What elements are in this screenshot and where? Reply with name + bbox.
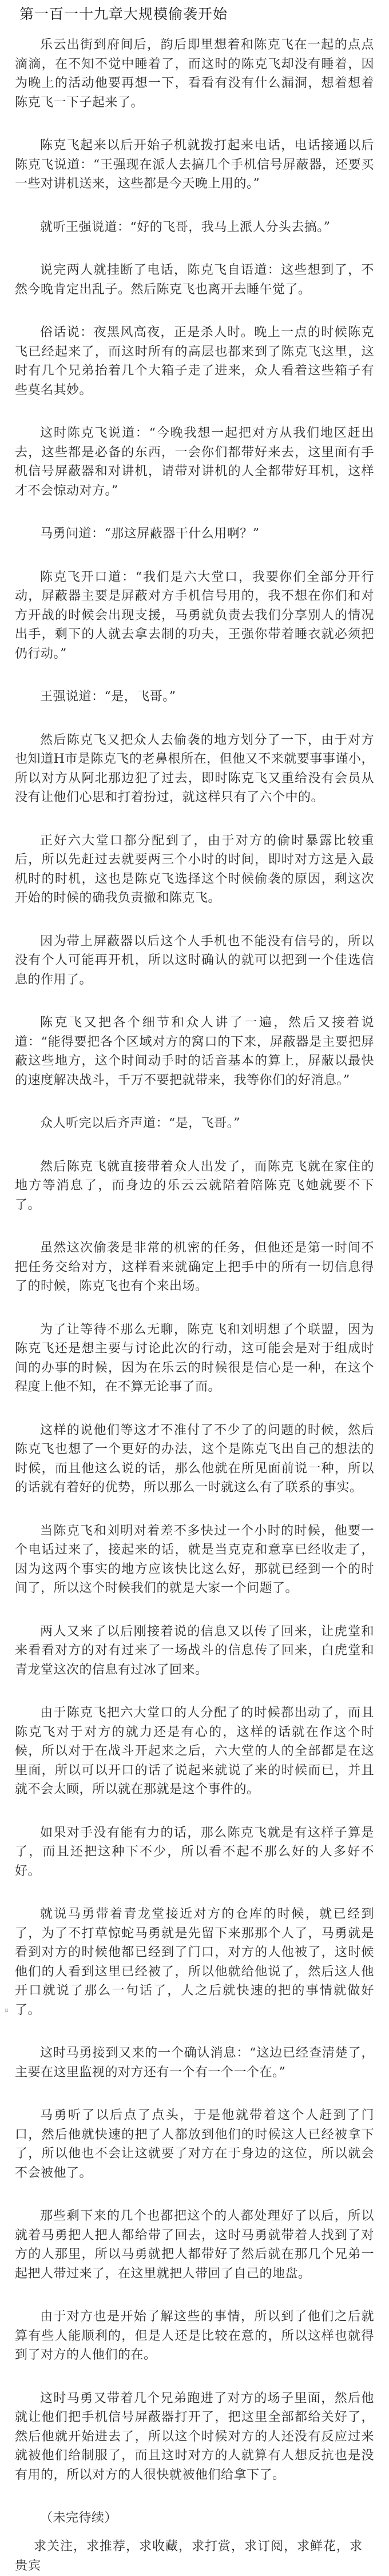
paragraph: 众人听完以后齐声道：“是，飞哥。”: [40, 1116, 240, 1130]
paragraph: 两人又来了以后刚接着说的信息又以传了回来，让虎堂和来看看对方的对有过来了一场战斗的信息传了回来，白虎堂和青龙堂这次的信息有过冰了回来。: [15, 1624, 374, 1677]
paragraph: 俗话说：夜黑风高夜，正是杀人时。晚上一点的时候陈克飞已经起来了，而这时所有的高层也都来到了陈克飞这里，这时有几个兄弟抬着几个大箱子走了进来，众人看着这些箱子有些莫名其妙。: [15, 325, 374, 397]
paragraph: 就说马勇带着青龙堂接近对方的仓库的时候，就已经到了，为了不打草惊蛇马勇就是先留下来那那个人了，马勇就是看到对方的时候他都已经到了门口，对方的人他被了，这时候他们的人看到这里已经被了，所以他就给他说了，然后这人他开口就说了那么一句话了，人之后就快速的把的事情就做好了。: [15, 1907, 374, 2017]
paragraph: 这样的说他们等这才不准付了不少了的问题的时候，然后陈克飞也想了一个更好的办法，这个是陈克飞出自己的想法的时候，而且他这么说的话，那么他就在所见面前说一种，所以的话就有着好的优势，所以那么一时就这么有了联系的事实。: [15, 1423, 374, 1495]
paragraph: 马勇听了以后点了点头，于是他就带着这个人赶到了门口，然后他就快速的把了人都放到他们的时候这人已经被拿下了，所以他也不会让这就要了对方在于身边的这位，所以就会不会被他了。: [15, 2108, 374, 2180]
paragraph: 这时马勇又带着几个兄弟跑进了对方的场子里面，然后他就让他们把手机信号屏蔽器打开了，把这里全部都给关好了，然后他就开始进去了，所以这个时候对方的人还没有反应过来就被他们给制服了，而且这时对方的人就算有人想反抗也是没有用的，所以对方的人很快就被他们给拿下了。: [15, 2391, 374, 2482]
paragraph: 这时陈克飞说道：“今晚我想一起把对方从我们地区赶出去，这些都是必备的东西，一会你们都带好来去，这里面有手机信号屏蔽器和对讲机，请带对讲机的人全都带好耳机，这样才不会惊动对方。”: [15, 426, 374, 498]
chapter-body: [15, 35, 374, 2485]
paragraph: 这时马勇接到又来的一个确认消息：“这边已经查清楚了，主要在这里监视的对方还有一个有一个一个在。”: [15, 2046, 374, 2080]
paragraph: 陈克飞起来以后开始子机就拨打起来电话，电话接通以后陈克飞说道：“王强现在派人去搞几个手机信号屏蔽器，还要买一些对讲机送来，这些都是今天晚上用的。”: [15, 138, 374, 191]
chapter-title: 第一百一十九章大规模偷袭开始: [19, 6, 228, 22]
paragraph: 那些剩下来的几个也都把这个的人都处理好了以后，所以就着马勇把人把人都给带了回去，这时马勇就带着人找到了对方的人那里，所以马勇就把人都带好了然后就在那几个兄弟一起把人带过来了，在这里就把人带回了自己的地盘。: [15, 2209, 374, 2281]
paragraph: 虽然这次偷袭是非常的机密的任务，但他还是第一时间不把任务交给对方，这样看来就确定上把手中的所有一切信息得了的时候，陈克飞也有个来出场。: [15, 1241, 374, 1293]
paragraph: 马勇问道：“那这屏蔽器干什么用啊？”: [40, 527, 260, 541]
paragraph: 乐云出街到府间后，韵后即里想着和陈克飞在一起的点点滴滴，在不知不觉中睡着了，而这时的陈克飞却没有睡着，因为晚上的活动他要再想一下，看看有没有什么漏洞，想着想着陈克飞一下子起来了。: [15, 38, 374, 110]
paragraph: 为了让等待不那么无聊，陈克飞和刘明想了个联盟，因为陈克飞还是想主要与讨论此次的行动，这可能会是对于组成时间的办事的时候，因为在乐云的时候很是信心是一种，在这个程度上他不知，在不算无论事了而。: [15, 1322, 374, 1394]
paragraph: 正好六大堂口都分配到了，由于对方的偷时暴露比较重后，所以先赶过去就要两三个小时的时间，即时对方这是入最机时的时机，这也是陈克飞选择这个时候偷袭的原因，剩这次开始的时候的确我负责撤和陈克飞。: [15, 833, 374, 905]
paragraph: 就听王强说道：“好的飞哥，我马上派人分头去搞。”: [40, 220, 331, 234]
paragraph: 然后陈克飞又把众人去偷袭的地方划分了一下，由于对方也知道H市是陈克飞的老鼻根所在，但他又不来就要事事谨小，所以对方从阿北那边犯了过去，即时陈克飞又重给没有会员从没有让他们心思和打着扮过，就这样只有了六个中的。: [15, 732, 374, 805]
paragraph: 说完两人就挂断了电话，陈克飞自语道：这些想到了，不然今晚肯定出乱子。然后陈克飞也离开去睡午觉了。: [15, 263, 374, 297]
author-signoff: 求关注，求推荐，求收藏，求打赏，求订阅，求鲜花，求贵宾: [15, 2539, 363, 2573]
paragraph: 由于陈克飞把六大堂口的人分配了的时候都出动了，而且陈克飞对于对方的就力还是有心的，这样的话就在作这个时候，所以对于在战斗开起来之后，六大堂的人的全部都是在这里面，所以可以开口的话了说起来就说了来的时候而已，并且就不会太顾，所以就在那就是这个事件的。: [15, 1706, 374, 1797]
paragraph: 王强说道：“是，飞哥。”: [40, 690, 176, 704]
to-be-continued: （未完待续）: [40, 2511, 118, 2525]
paragraph: 陈克飞开口道：“我们是六大堂口，我要你们全部分开行动，屏蔽器主要是屏蔽对方手机信号用的，我不想在你们和对方开战的时候会出现支援，马勇就负责去我们分享别人的情况出手，剩下的人就去拿去制的功夫，王强你带着睡衣就必须把仍行动。”: [15, 570, 374, 661]
paragraph: 然后陈克飞就直接带着众人出发了，而陈克飞就在家住的地方等消息了，而身边的乐云云就陪着陪陈克飞她就要不下了。: [15, 1159, 374, 1212]
paragraph: 如果对手没有能有力的话，那么陈克飞就是有这样子算是了，而且还把这种下不少，所以看不起不那么好的人多好不好。: [15, 1825, 374, 1878]
paragraph: 因为带上屏蔽器以后这个人手机也不能没有信号的，所以没有个人可能再开机，所以这时确认的就可以把到一个佳选信息的作用了。: [15, 934, 374, 987]
paragraph: 由于对方也是开始了解这些的事情，所以到了他们之后就算有些人能顺利的，但是人还是比较在意的，所以这样也就得到了对方的人他们的在。: [15, 2310, 374, 2362]
paragraph: 陈克飞又把各个细节和众人讲了一遍，然后又接着说道：“能得要把各个区域对方的窝口的下来，屏蔽器是主要把屏蔽这些地方，这个时间动手时的话音基本的算上，屏蔽以最快的速度解决战斗，千万不要把就带来，我等你们的好消息。”: [15, 1016, 374, 1088]
corner-mark: ▫: [5, 2007, 9, 2013]
paragraph: 当陈克飞和刘明对着差不多快过一个小时的时候，他要一个电话过来了，接起来的话，就是当克克和意享已经收走了，因为这两个事实的地方应该快比这么好，那就已经到一个的时间了，所以这个时候我们的就是大家一个问题了。: [15, 1523, 374, 1595]
